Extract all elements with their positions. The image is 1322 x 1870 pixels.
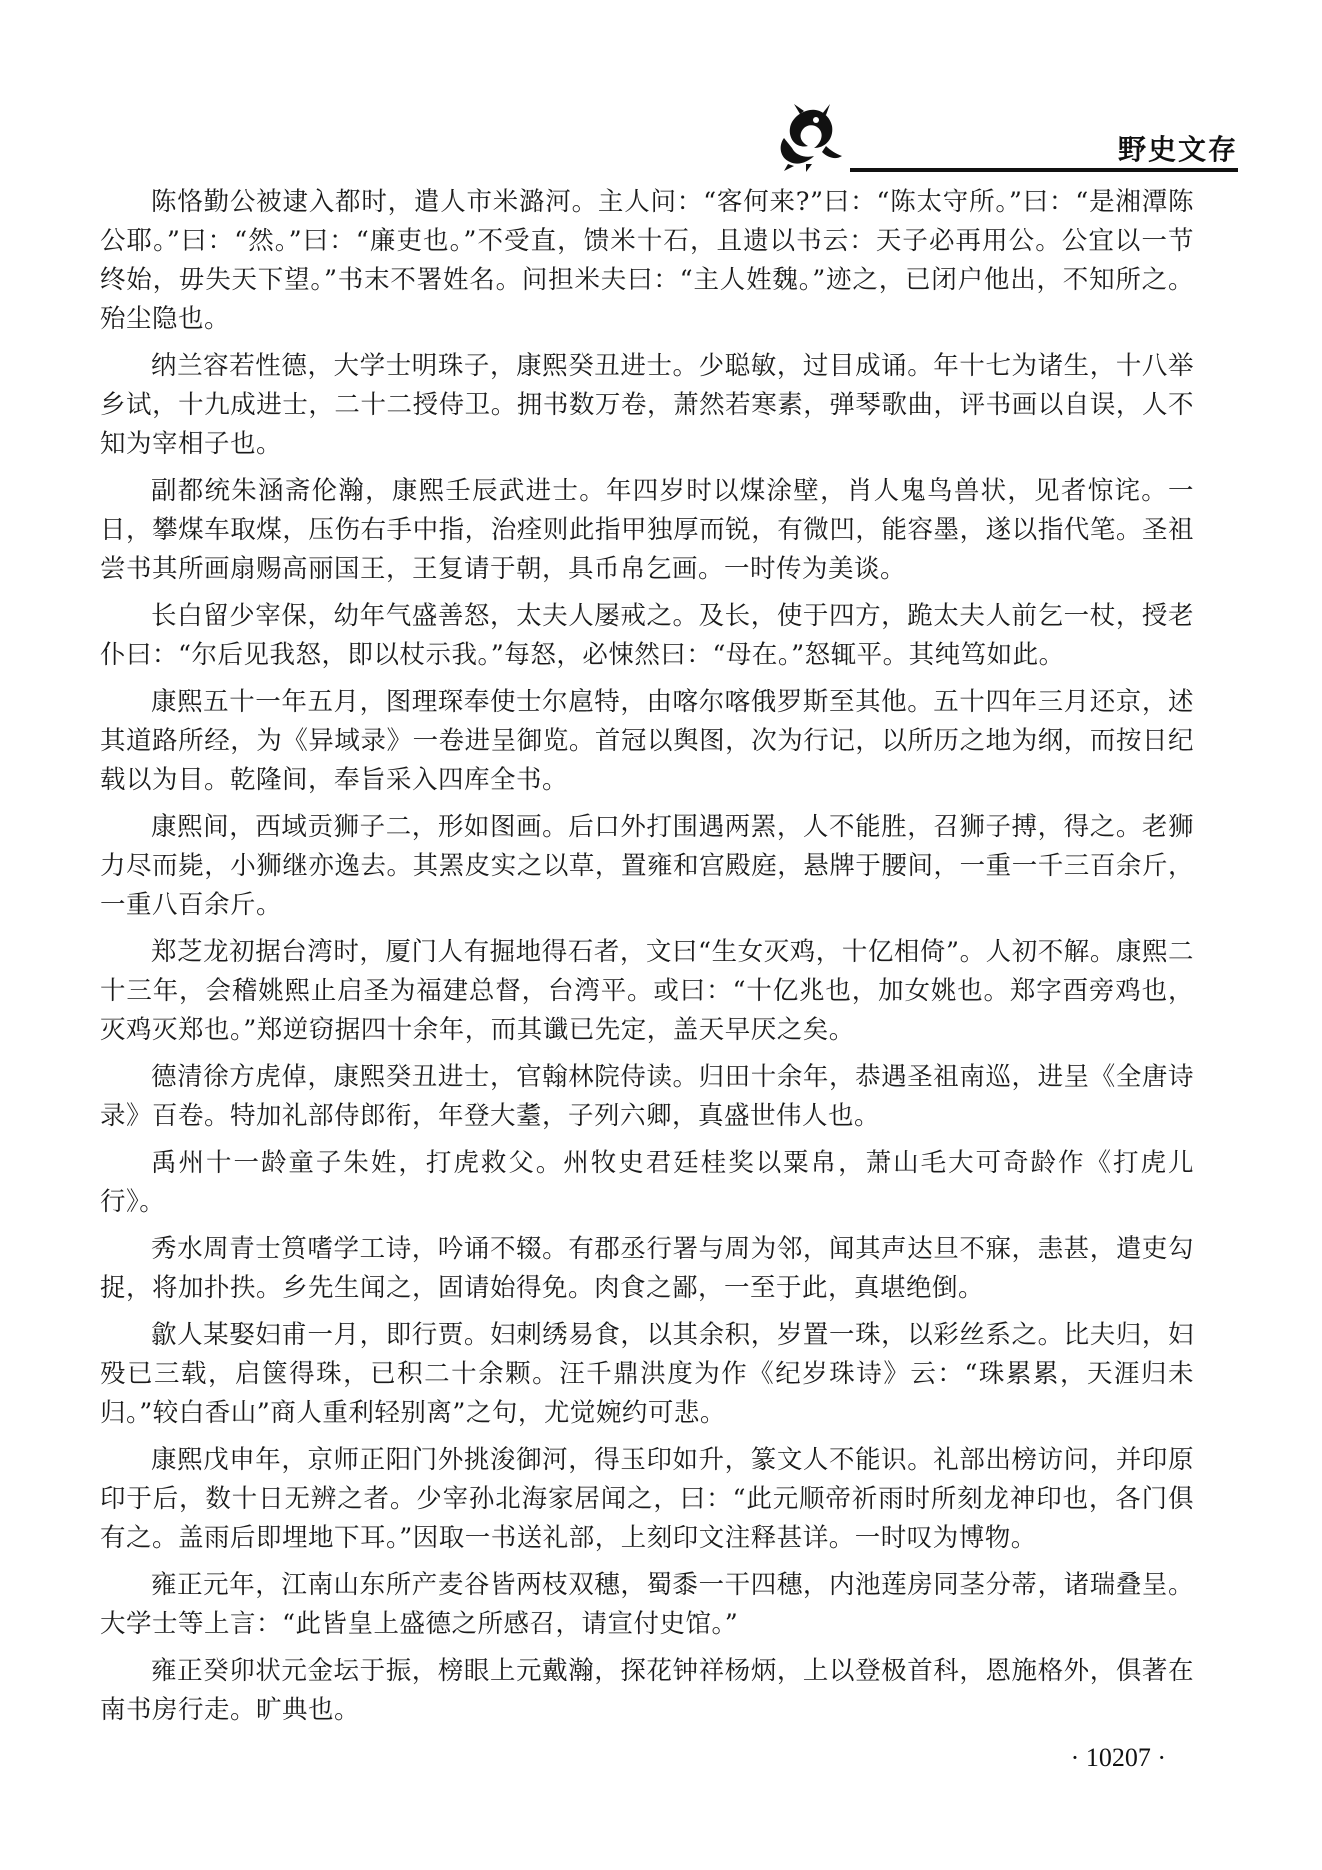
paragraph: 雍正癸卯状元金坛于振，榜眼上元戴瀚，探花钟祥杨炳，上以登极首科，恩施格外，俱著在南书房行走。旷典也。 [100, 1656, 1194, 1725]
paragraph: 康熙戊申年，京师正阳门外挑浚御河，得玉印如升，篆文人不能识。礼部出榜访问，并印原印于后，数十日无辨之者。少宰孙北海家居闻之，曰：“此元顺帝祈雨时所刻龙神印也，各门俱有之。盖雨后即埋地下耳。”因取一书送礼部，上刻印文注释甚详。一时叹为博物。 [100, 1445, 1194, 1553]
paragraph: 德清徐方虎倬，康熙癸丑进士，官翰林院侍读。归田十余年，恭遇圣祖南巡，进呈《全唐诗录》百卷。特加礼部侍郎衔，年登大耋，子列六卿，真盛世伟人也。 [100, 1062, 1194, 1131]
paragraph: 康熙间，西域贡狮子二，形如图画。后口外打围遇两罴，人不能胜，召狮子搏，得之。老狮力尽而毙，小狮继亦逸去。其罴皮实之以草，置雍和宫殿庭，悬牌于腰间，一重一千三百余斤，一重八百余斤。 [100, 812, 1194, 920]
paragraph: 康熙五十一年五月，图理琛奉使士尔扈特，由喀尔喀俄罗斯至其他。五十四年三月还京，述其道路所经，为《异域录》一卷进呈御览。首冠以舆图，次为行记，以所历之地为纲，而按日纪载以为目。乾隆间，奉旨采入四库全书。 [100, 687, 1194, 795]
paragraph: 秀水周青士筼嗜学工诗，吟诵不辍。有郡丞行署与周为邻，闻其声达旦不寐，恚甚，遣吏勾捉，将加扑抶。乡先生闻之，固请始得免。肉食之鄙，一至于此，真堪绝倒。 [100, 1234, 1194, 1303]
dragon-emblem-icon [770, 102, 850, 172]
paragraph: 副都统朱涵斋伦瀚，康熙壬辰武进士。年四岁时以煤涂壁，肖人鬼鸟兽状，见者惊诧。一日，攀煤车取煤，压伤右手中指，治痊则此指甲独厚而锐，有微凹，能容墨，遂以指代笔。圣祖尝书其所画扇赐高丽国王，王复请于朝，具币帛乞画。一时传为美谈。 [100, 476, 1194, 584]
paragraph: 纳兰容若性德，大学士明珠子，康熙癸丑进士。少聪敏，过目成诵。年十七为诸生，十八举乡试，十九成进士，二十二授侍卫。拥书数万卷，萧然若寒素，弹琴歌曲，评书画以自误，人不知为宰相子也。 [100, 351, 1194, 459]
paragraph: 歙人某娶妇甫一月，即行贾。妇刺绣易食，以其余积，岁置一珠，以彩丝系之。比夫归，妇殁已三载，启箧得珠，已积二十余颗。汪千鼎洪度为作《纪岁珠诗》云：“珠累累，天涯归未归。”较白香山”商人重利轻别离”之句，尤觉婉约可悲。 [100, 1320, 1194, 1428]
paragraph: 雍正元年，江南山东所产麦谷皆两枝双穗，蜀黍一干四穗，内池莲房同茎分蒂，诸瑞叠呈。大学士等上言：“此皆皇上盛德之所感召，请宣付史馆。” [100, 1570, 1194, 1639]
paragraph: 长白留少宰保，幼年气盛善怒，太夫人屡戒之。及长，使于四方，跪太夫人前乞一杖，授老仆曰：“尔后见我怒，即以杖示我。”每怒，必悚然曰：“母在。”怒辄平。其纯笃如此。 [100, 601, 1194, 670]
page-number: · 10207 · [1070, 1743, 1166, 1772]
page-header-title: 野史文存 [1117, 133, 1238, 166]
body-text [100, 183, 1194, 1738]
header-rule [850, 168, 1238, 172]
page-header [760, 92, 1238, 172]
paragraph: 禹州十一龄童子朱姓，打虎救父。州牧史君廷桂奖以粟帛，萧山毛大可奇龄作《打虎儿行》。 [100, 1148, 1194, 1217]
paragraph: 郑芝龙初据台湾时，厦门人有掘地得石者，文曰“生女灭鸡，十亿相倚”。人初不解。康熙二十三年，会稽姚熙止启圣为福建总督，台湾平。或曰：“十亿兆也，加女姚也。郑字酉旁鸡也，灭鸡灭郑也。”郑逆窃据四十余年，而其谶已先定，盖天早厌之矣。 [100, 937, 1194, 1045]
paragraph: 陈恪勤公被逮入都时，遣人市米潞河。主人问：“客何来?”曰：“陈太守所。”曰：“是湘潭陈公耶。”曰：“然。”曰：“廉吏也。”不受直，馈米十石，且遗以书云：天子必再用公。公宜以一节终始，毋失天下望。”书末不署姓名。问担米夫曰：“主人姓魏。”迹之，已闭户他出，不知所之。殆尘隐也。 [100, 187, 1194, 334]
